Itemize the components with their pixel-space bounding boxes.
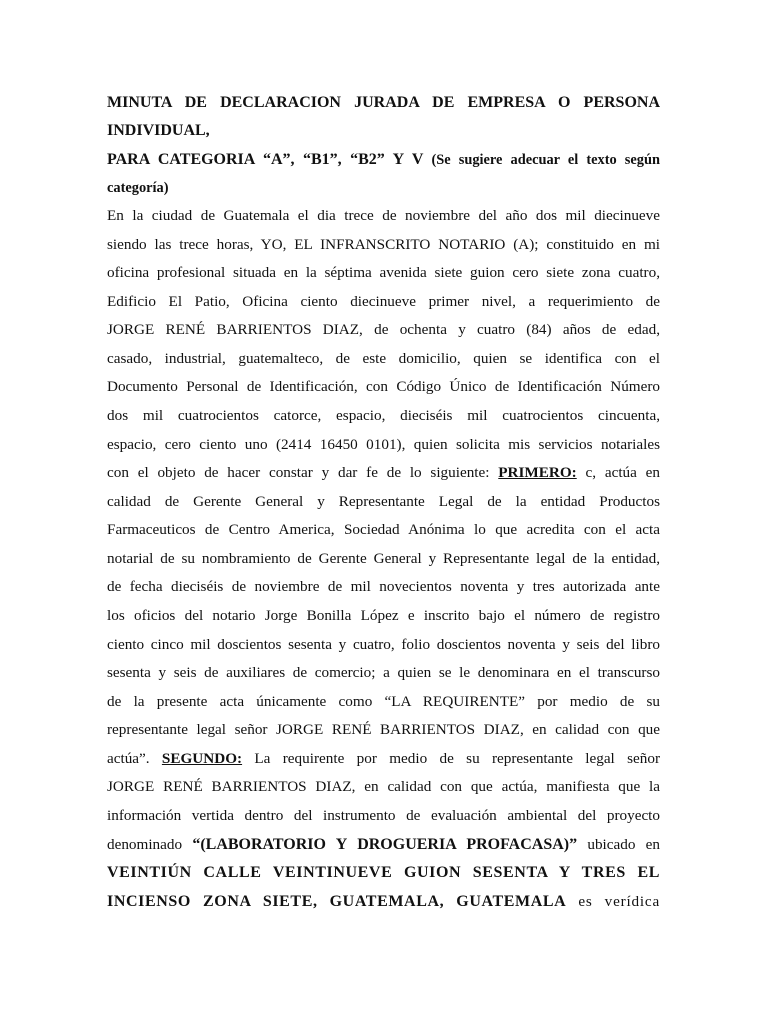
document-subtitle-line-1 (107, 150, 660, 170)
body-text: ubicado en (577, 836, 660, 853)
address-line-2 (107, 892, 660, 912)
body-line: espacio, cero ciento uno (2414 16450 0101), quien solicita mis servicios notariales (107, 436, 660, 453)
document-title-line-2: INDIVIDUAL, (107, 122, 210, 139)
body-text: c, actúa en (576, 464, 660, 481)
body-line: de fecha dieciséis de noviembre de mil novecientos noventa y tres autorizada ante (107, 578, 660, 595)
category-list: PARA CATEGORIA “A”, “B1”, “B2” Y V (107, 151, 424, 168)
body-line: representante legal señor JORGE RENÉ BARRIENTOS DIAZ, en calidad con que (107, 721, 660, 738)
body-line-project (107, 835, 660, 855)
body-line: siendo las trece horas, YO, EL INFRANSCRITO NOTARIO (A); constituido en mi (107, 236, 660, 253)
body-line: Edificio El Patio, Oficina ciento diecinueve primer nivel, a requerimiento de (107, 293, 660, 310)
body-line-primero (107, 463, 660, 483)
primero-label: PRIMERO: (498, 464, 577, 481)
body-line: En la ciudad de Guatemala el dia trece de noviembre del año dos mil diecinueve (107, 207, 660, 224)
body-line: ciento cinco mil doscientos sesenta y cuatro, folio doscientos noventa y seis del libro (107, 636, 660, 653)
address-text: INCIENSO ZONA SIETE, GUATEMALA, GUATEMALA (107, 893, 567, 910)
body-text: es verídica (566, 893, 660, 910)
body-line: notarial de su nombramiento de Gerente General y Representante legal de la entidad, (107, 550, 660, 567)
document-title-line-1: MINUTA DE DECLARACION JURADA DE EMPRESA O PERSONA (107, 94, 660, 111)
project-name: “(LABORATORIO Y DROGUERIA PROFACASA)” (192, 836, 578, 853)
body-line: Farmaceuticos de Centro America, Sociedad Anónima lo que acredita con el acta (107, 521, 660, 538)
body-line: oficina profesional situada en la séptima avenida siete guion cero siete zona cuatro, (107, 264, 660, 281)
body-text: La requirente por medio de su representante legal señor (242, 750, 661, 767)
body-line: dos mil cuatrocientos catorce, espacio, dieciséis mil cuatrocientos cincuenta, (107, 407, 660, 424)
body-line-segundo (107, 749, 660, 769)
body-line: los oficios del notario Jorge Bonilla López e inscrito bajo el número de registro (107, 607, 660, 624)
subtitle-note: (Se sugiere adecuar el texto según (423, 152, 660, 168)
body-line: de la presente acta únicamente como “LA REQUIRENTE” por medio de su (107, 693, 660, 710)
body-line: calidad de Gerente General y Representante Legal de la entidad Productos (107, 493, 660, 510)
body-line: información vertida dentro del instrumento de evaluación ambiental del proyecto (107, 807, 660, 824)
document-subtitle-line-2: categoría) (107, 180, 169, 196)
body-text: denominado (107, 836, 193, 853)
body-line: JORGE RENÉ BARRIENTOS DIAZ, de ochenta y cuatro (84) años de edad, (107, 321, 660, 338)
body-text: con el objeto de hacer constar y dar fe de lo siguiente: (107, 464, 499, 481)
segundo-label: SEGUNDO: (161, 750, 243, 767)
body-line: Documento Personal de Identificación, con Código Único de Identificación Número (107, 378, 660, 395)
body-line: sesenta y seis de auxiliares de comercio; a quien se le denominara en el transcurso (107, 664, 660, 681)
address-line-1: VEINTIÚN CALLE VEINTINUEVE GUION SESENTA Y TRES EL (107, 864, 660, 881)
body-text: actúa”. (107, 750, 162, 767)
body-line: casado, industrial, guatemalteco, de este domicilio, quien se identifica con el (107, 350, 660, 367)
body-line: JORGE RENÉ BARRIENTOS DIAZ, en calidad con que actúa, manifiesta que la (107, 778, 660, 795)
